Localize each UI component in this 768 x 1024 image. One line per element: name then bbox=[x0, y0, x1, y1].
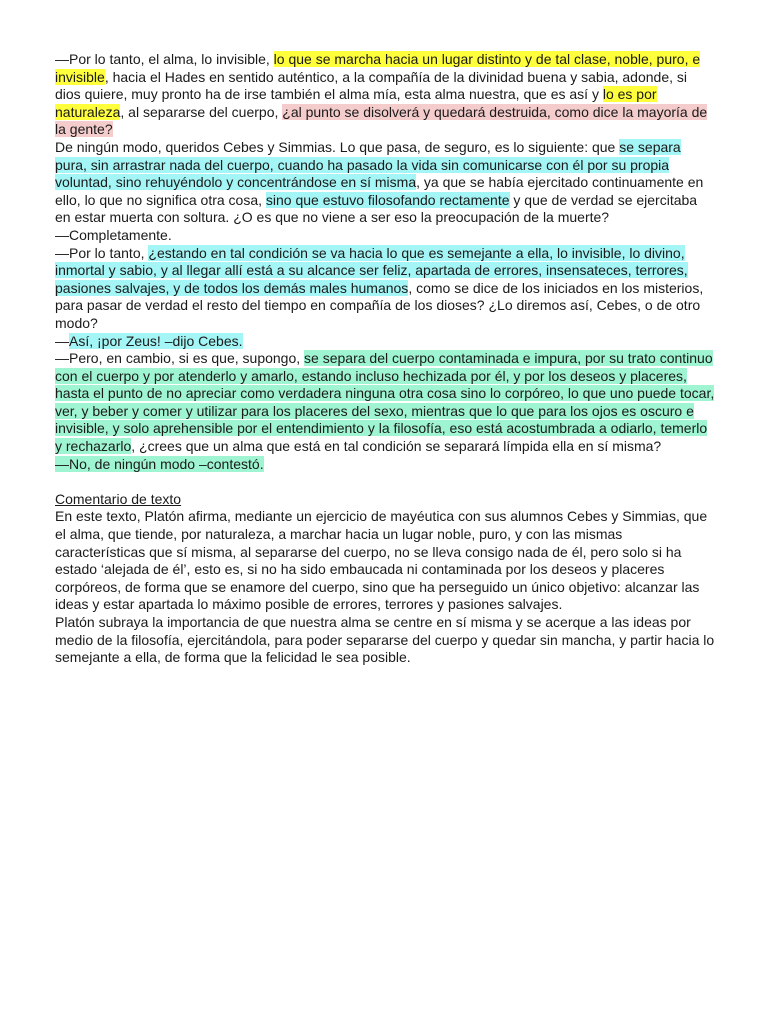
text-run: y que de verdad se ejercitaba en estar muerta con soltura. ¿O es que no viene a ser eso la preocupación de la muerte? bbox=[55, 191, 698, 226]
highlighted-text: se separa pura, sin arrastrar nada del cuerpo, cuando ha pasado la vida sin comunicarse con él por su propia voluntad, sino rehuyéndolo y concentrándose en sí misma bbox=[55, 138, 681, 191]
highlighted-text: ¿al punto se disolverá y quedará destruida, como dice la mayoría de la gente? bbox=[55, 103, 708, 138]
text-run: De ningún modo, queridos Cebes y Simmias. Lo que pasa, de seguro, es lo siguiente: que bbox=[55, 138, 620, 155]
comment-text bbox=[55, 508, 716, 666]
highlighted-text: Así, ¡por Zeus! –dijo Cebes. bbox=[69, 332, 243, 349]
dialogue-paragraph bbox=[55, 227, 716, 245]
text-run: , como se dice de los iniciados en los misterios, para pasar de verdad el resto del tiempo en compañía de los dioses? ¿Lo diremos así, Cebes, o de otro modo? bbox=[55, 279, 704, 331]
text-run: , ya que se había ejercitado continuamente en ello, lo que no significa otra cosa, bbox=[55, 174, 704, 208]
highlighted-text: lo es por naturaleza bbox=[55, 86, 657, 120]
dialogue-paragraph bbox=[55, 333, 716, 351]
comment-paragraph: Platón subraya la importancia de que nuestra alma se centre en sí misma y se acerque a las ideas por medio de la filosofía, ejercitándola, para poder separarse del cuerpo y quedar sin mancha, y partir hacia lo semejante a ella, de forma que la felicidad le sea posible. bbox=[55, 614, 715, 666]
dialogue-text bbox=[55, 51, 716, 473]
text-run: — bbox=[55, 332, 69, 349]
text-run: —Por lo tanto, el alma, lo invisible, bbox=[55, 51, 274, 67]
dialogue-paragraph bbox=[55, 139, 716, 227]
text-run: —Pero, en cambio, si es que, supongo, bbox=[55, 350, 305, 367]
highlighted-text: ¿estando en tal condición se va hacia lo que es semejante a ella, lo invisible, lo divino, inmortal y sabio, y al llegar allí está a su alcance ser feliz, apartada de errores, insensateces, terrores, pasiones salvajes, y de todos los demás males humanos bbox=[55, 244, 688, 296]
text-run: , ¿crees que un alma que está en tal condición se separará límpida ella en sí misma? bbox=[131, 438, 662, 455]
highlighted-text: —No, de ningún modo –contestó. bbox=[55, 455, 264, 472]
text-run: —Completamente. bbox=[55, 226, 172, 243]
text-run: —Por lo tanto, bbox=[55, 244, 149, 261]
dialogue-paragraph bbox=[55, 350, 716, 456]
comment-heading: Comentario de texto bbox=[55, 490, 182, 507]
highlighted-text: se separa del cuerpo contaminada e impura, por su trato continuo con el cuerpo y por atenderlo y amarlo, estando incluso hechizada por él, y por los deseos y placeres, hasta el punto de no apreciar como verdadera ninguna otra cosa sino lo corpóreo, lo que uno puede tocar, ver, y beber y comer y utilizar para los placeres del sexo, mientras que lo que para los ojos es oscuro e invisible, y solo aprehensible por el entendimiento y la filosofía, eso está acostumbrada a odiarlo, temerlo y rechazarlo bbox=[55, 350, 715, 455]
paragraph-gap bbox=[55, 473, 716, 491]
comment-paragraph: En este texto, Platón afirma, mediante un ejercicio de mayéutica con sus alumnos Cebes y Simmias, que el alma, que tiende, por naturaleza, a marchar hacia un lugar noble, puro, y con las mismas características que sí misma, al separarse del cuerpo, no se lleva consigo nada de él, pero solo si ha estado ‘alejada de él’, esto es, si no ha sido embaucada ni contaminada por los deseos y placeres corpóreos, de forma que se enamore del cuerpo, sino que ha perseguido un único objetivo: alcanzar las ideas y estar apartada lo máximo posible de errores, terrores y pasiones salvajes. bbox=[55, 508, 708, 613]
text-run: , al separarse del cuerpo, bbox=[120, 103, 283, 120]
highlighted-text: sino que estuvo filosofando rectamente bbox=[265, 191, 510, 208]
dialogue-paragraph bbox=[55, 51, 716, 139]
highlighted-text: lo que se marcha hacia un lugar distinto y de tal clase, noble, puro, e invisible bbox=[55, 51, 701, 85]
text-run: , hacia el Hades en sentido auténtico, a la compañía de la divinidad buena y sabia, adonde, si dios quiere, muy pronto ha de irse también el alma mía, esta alma nuestra, que es así y bbox=[55, 68, 687, 103]
dialogue-paragraph bbox=[55, 245, 716, 333]
dialogue-paragraph bbox=[55, 456, 716, 474]
